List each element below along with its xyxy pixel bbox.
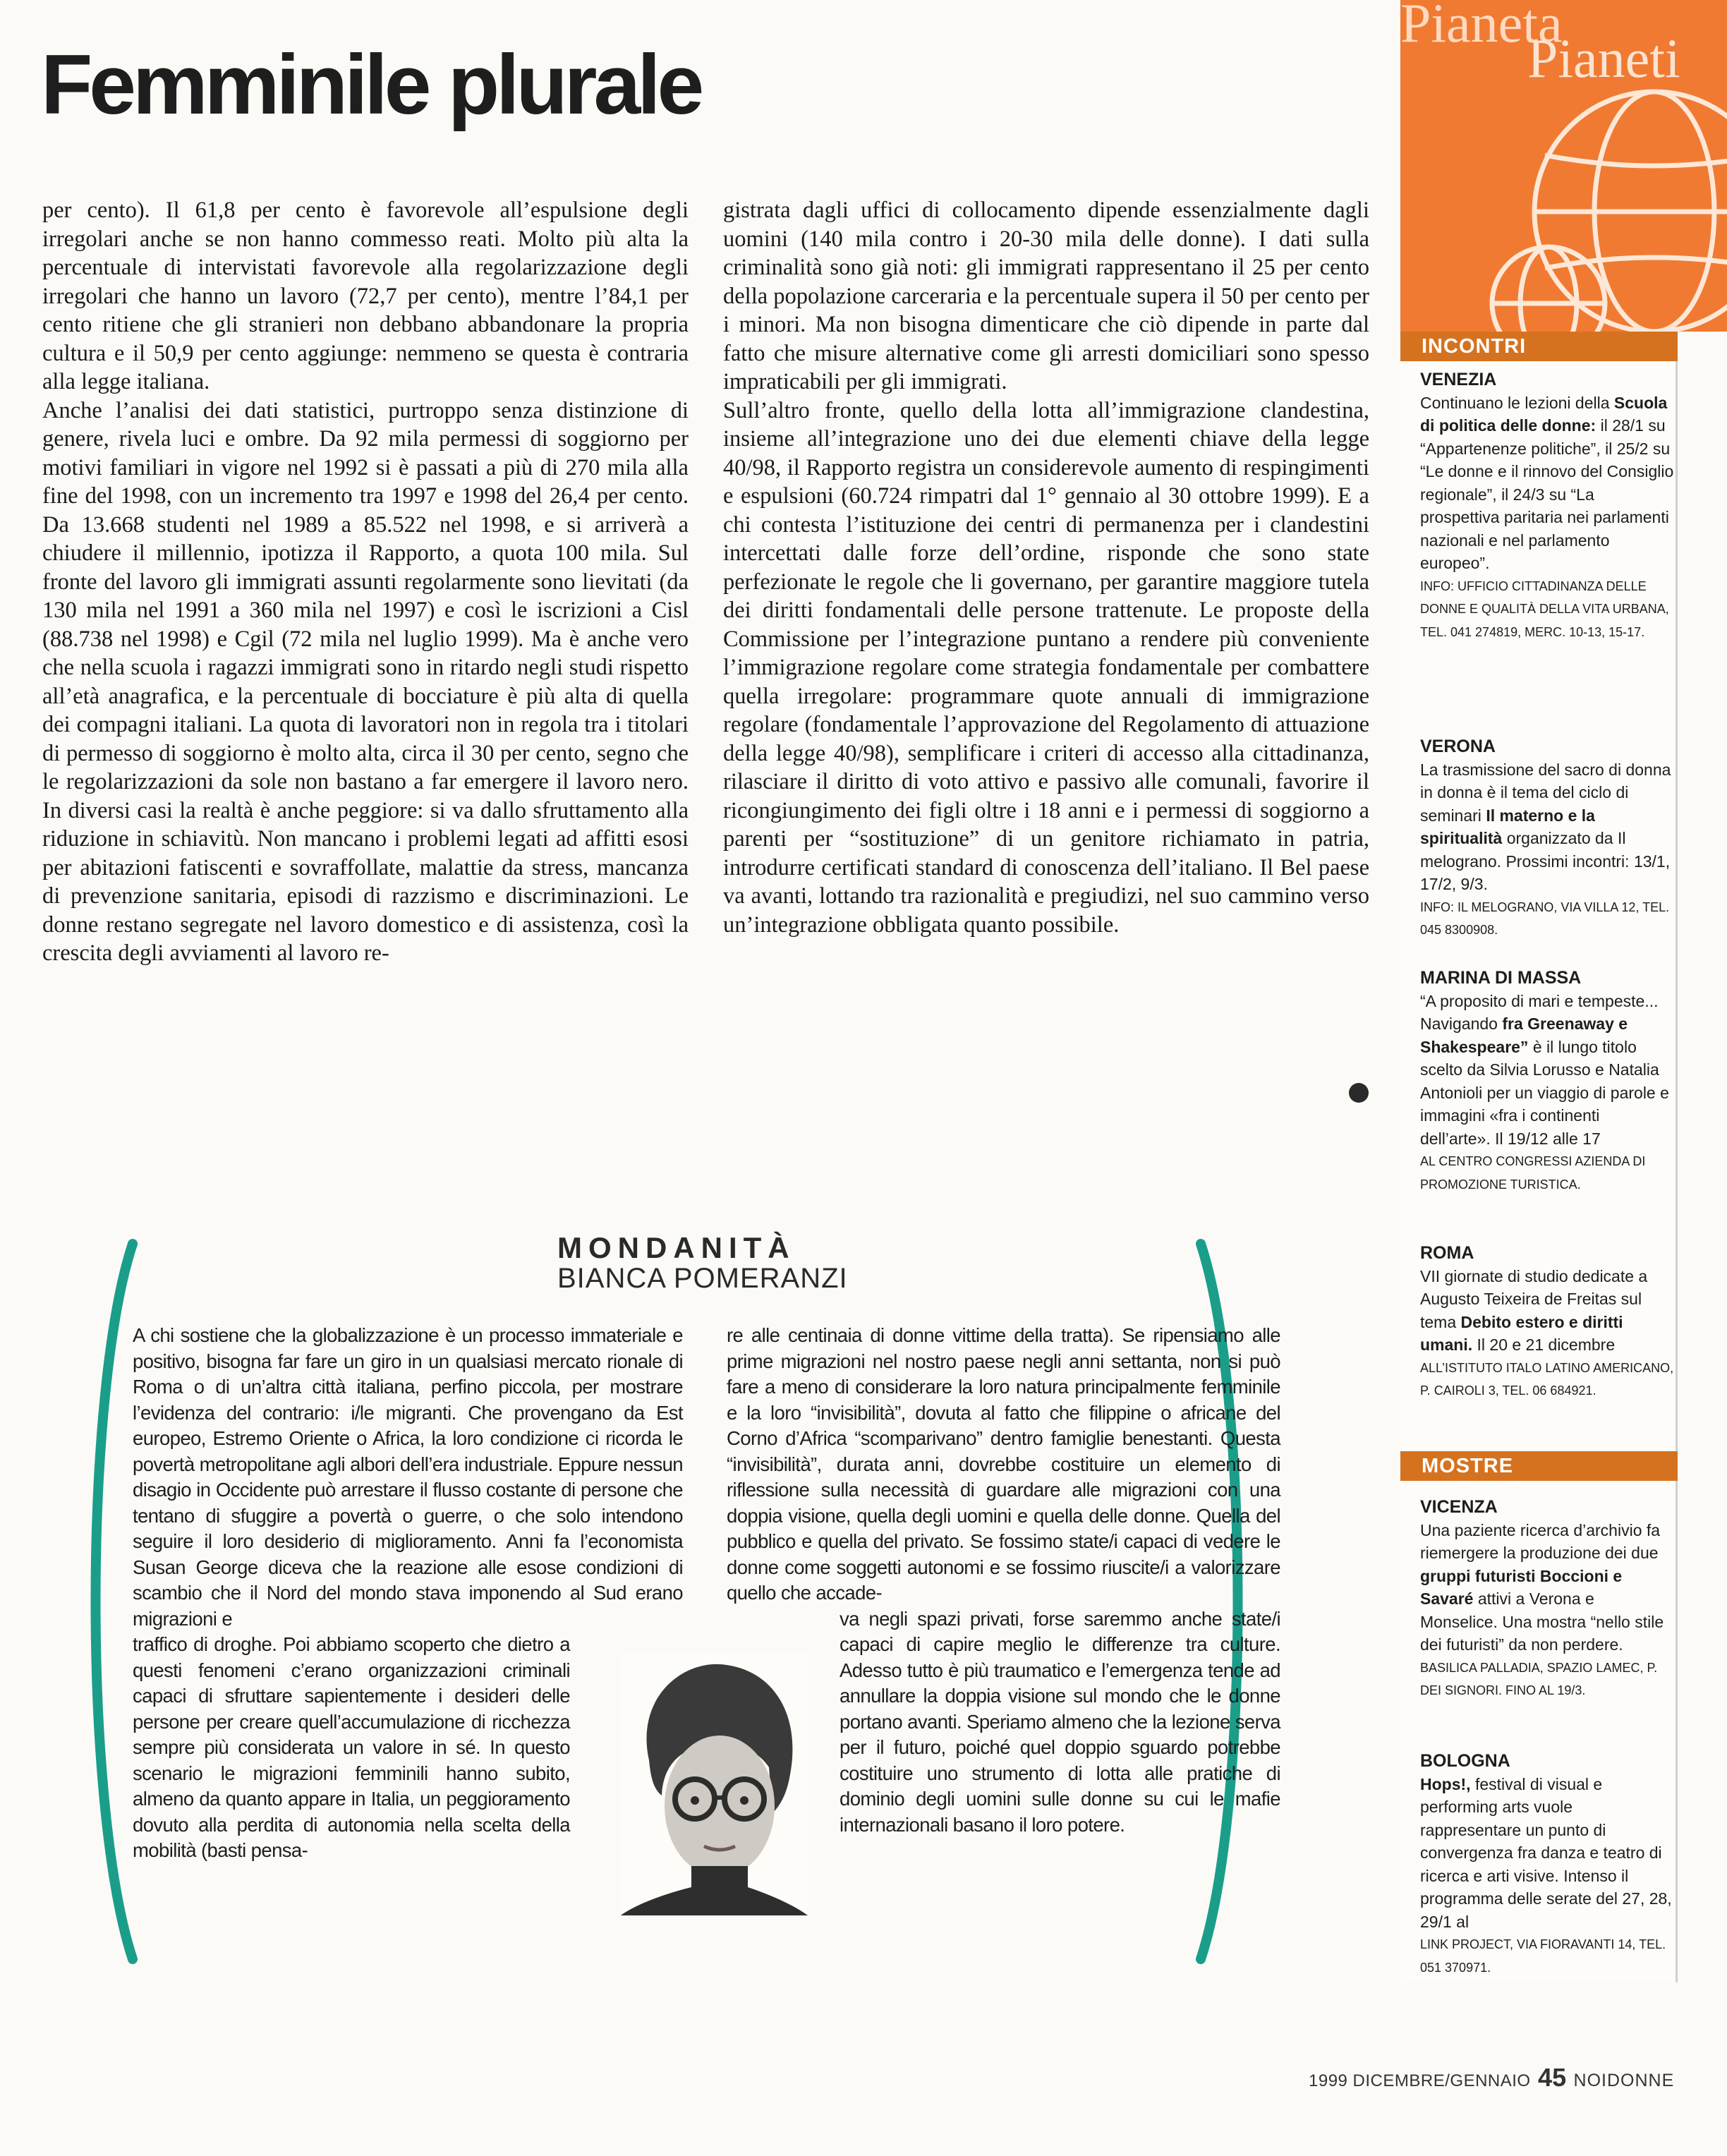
entry-city: MARINA DI MASSA: [1420, 968, 1582, 988]
page-footer: [1309, 2063, 1674, 2093]
entry-info: INFO: UFFICIO CITTADINANZA DELLE DONNE E QUALITÀ DELLA VITA URBANA, TEL. 041 274819, MERC. 10-13, 15-17.: [1420, 579, 1669, 639]
entry-text: La trasmissione del sacro di donna in donna è il tema del ciclo di seminari: [1420, 760, 1671, 825]
column-author: BIANCA POMERANZI: [557, 1263, 848, 1294]
issue-date: 1999 DICEMBRE/GENNAIO: [1309, 2071, 1531, 2090]
entry-bold-text: Debito estero e diritti umani.: [1420, 1312, 1623, 1354]
entry-text: Una paziente ricerca d’archivio fa riemergere la produzione dei due: [1420, 1520, 1661, 1562]
entry-city: VERONA: [1420, 737, 1496, 756]
column-paragraph: A chi sostiene che la globalizzazione è un processo immateriale e positivo, bisogna far fare un giro in un qualsiasi mercato rionale di Roma o di un’altra città italiana, perfino piccola, per mostrare l’evidenza del contrario: i/le migranti. Che provengano da Est europeo, Estremo Oriente o Africa, la loro condizione ci ricorda le povertà metropolitane agli albori dell’era industriale. Eppure nessun disagio in Occidente può arrestare il flusso costante di persone che tentano di sfuggire a povertà o guerre, o che solo intendono seguire il loro desiderio di miglioramento. Anni fa l’economista Susan George diceva che la reazione alle esose condizioni di scambio che il Nord del mondo stava imponendo al Sud erano migrazioni e: [133, 1324, 683, 1630]
section-label-pianeta: Pianeta: [1400, 0, 1563, 54]
events-sidebar: [1400, 332, 1678, 1982]
article-column-2: [723, 196, 1369, 939]
sidebar-header-incontri: INCONTRI: [1400, 332, 1678, 361]
magazine-name: NOIDONNE: [1573, 2071, 1675, 2090]
page-number: 45: [1538, 2063, 1567, 2092]
sidebar-entry-roma: [1420, 1242, 1674, 1403]
section-label-pianeti: Pianeti: [1527, 28, 1680, 89]
entry-city: BOLOGNA: [1420, 1751, 1510, 1771]
end-of-article-dot: [1349, 1083, 1369, 1103]
column-text-right: [727, 1323, 1280, 1838]
sidebar-entry-bologna: [1420, 1750, 1674, 1979]
entry-city: ROMA: [1420, 1243, 1474, 1263]
sidebar-entry-vicenza: [1420, 1496, 1674, 1702]
column-paragraph: traffico di droghe. Poi abbiamo scoperto che dietro a questi fenomeni c’erano organizzazioni criminali capaci di sfruttare sapientemente i desideri delle persone per creare quell’accumulazione di ricchezza sempre più considerata un valore in sé. In questo scenario le migrazioni femminili hanno subito, almeno da quanto appare in Italia, un peggioramento dovuto alla perdita di autonomia nella scelta della mobilità (basti pensa-: [133, 1633, 570, 1861]
author-portrait-photo: [621, 1654, 808, 1915]
entry-bold-text: Hops!,: [1420, 1774, 1471, 1793]
entry-info: BASILICA PALLADIA, SPAZIO LAMEC, P. DEI SIGNORI. FINO AL 19/3.: [1420, 1660, 1658, 1697]
sidebar-entry-verona: [1420, 735, 1674, 942]
article-paragraph: per cento). Il 61,8 per cento è favorevole all’espulsione degli irregolari anche se non hanno commesso reati. Molto più alta la percentuale di intervistati favorevole alla regolarizzazione degli irregolari che hanno un lavoro (72,7 per cento), mentre l’84,1 per cento ritiene che gli stranieri non debbano abbandonare la propria cultura e il 50,9 per cento aggiunge: nemmeno se questa è contraria alla legge italiana.: [42, 198, 689, 394]
entry-text: Il 20 e 21 dicembre: [1477, 1336, 1616, 1354]
entry-text: festival di visual e performing arts vuole rappresentare un punto di convergenza fra danza e teatro di ricerca e arti visive. Intenso il programma delle serate del 27, 28, 29/1 al: [1420, 1774, 1672, 1931]
sidebar-header-mostre: MOSTRE: [1400, 1451, 1678, 1481]
entry-info: AL CENTRO CONGRESSI AZIENDA DI PROMOZIONE TURISTICA.: [1420, 1154, 1646, 1192]
entry-city: VENEZIA: [1420, 370, 1497, 389]
article-title: Femminile plurale: [41, 37, 701, 132]
article-column-1: [42, 196, 689, 968]
article-paragraph: Anche l’analisi dei dati statistici, purtroppo senza distinzione di genere, rivela luci e ombre. Da 92 mila permessi di soggiorno per motivi familiari in vigore nel 1992 si è passati a più di 270 mila alla fine del 1998, con un incremento tra 1997 e 1998 del 26,4 per cento. Da 13.668 studenti nel 1989 a 85.522 nel 1998, e si arriverà a chiudere il millennio, ipotizza il Rapporto, a quota 100 mila. Sul fronte del lavoro gli immigrati assunti regolarmente sono lievitati (da 130 mila nel 1991 a 360 mila nel 1997) e così le iscrizioni a Cisl (88.738 nel 1998) e Cgil (72 mila nel luglio 1999). Ma è anche vero che nella scuola i ragazzi immigrati sono in ritardo negli studi rispetto all’età anagrafica, e la percentuale di bocciature è più alta di quella dei compagni italiani. La quota di lavoratori non in regola tra i titolari di permesso di soggiorno è molto alta, circa il 30 per cento, segno che le regolarizzazioni da sole non bastano a far emergere il lavoro nero. In diversi casi la realtà è anche peggiore: si va dallo sfruttamento alla riduzione in schiavitù. Non mancano i problemi legati ad affitti esosi per abitazioni fatiscenti e sovraffollate, malattie da stress, mancanza di prevenzione sanitaria, episodi di razzismo e discriminazioni. Le donne restano segregate nel lavoro domestico e di assistenza, così la crescita degli avviamenti al lavoro re-: [42, 397, 689, 966]
entry-bold-text: Il materno e la spiritualità: [1420, 806, 1595, 847]
entry-text: attivi a Verona e Monselice. Una mostra “nello stile dei futuristi” da non perdere.: [1420, 1589, 1664, 1654]
article-paragraph: gistrata dagli uffici di collocamento dipende essenzialmente dagli uomini (140 mila contro i 20-30 mila delle donne). I dati sulla criminalità sono già noti: gli immigrati rappresentano il 25 per cento della popolazione carceraria e la percentuale supera il 50 per cento per i minori. Ma non bisogna dimenticare che ciò dipende in parte dal fatto che misure alternative come gli arresti domiciliari sono spesso impraticabili per gli immigrati.: [723, 198, 1369, 394]
entry-bold-text: Scuola di politica delle donne:: [1420, 393, 1668, 435]
column-paragraph: re alle centinaia di donne vittime della tratta). Se ripensiamo alle prime migrazioni nel nostro paese negli anni settanta, non si può fare a meno di considerare la loro natura principalmente femminile e la loro “invisibilità”, dovuta al fatto che filippine o africane del Corno d’Africa “scomparivano” dentro famiglie benestanti. Questa “invisibilità”, durata anni, dovrebbe costituire un elemento di riflessione sulla necessità di guardare alle migrazioni con una doppia visione, quella degli uomini e quella delle donne. Quella del pubblico e quella del privato. Se fossimo state/i capaci di vedere le donne come soggetti autonomi e se fossimo riuscite/i a valorizzare quello che accade-: [727, 1324, 1280, 1604]
entry-text: è il lungo titolo scelto da Silvia Lorusso e Natalia Antonioli per un viaggio di parole e immagini «fra i continenti dell’arte». Il 19/12 alle 17: [1420, 1037, 1669, 1148]
left-parenthesis-decoration: [78, 1238, 141, 1965]
sidebar-entry-marina-di-massa: [1420, 967, 1674, 1196]
section-header-pianeta: [1400, 0, 1727, 332]
entry-info: ALL’ISTITUTO ITALO LATINO AMERICANO, P. CAIROLI 3, TEL. 06 684921.: [1420, 1360, 1674, 1398]
entry-text: “A proposito di mari e tempeste... Navigando: [1420, 991, 1659, 1033]
column-paragraph: va negli spazi privati, forse saremmo anche state/i capaci di capire meglio le differenze tra culture. Adesso tutto è più traumatico e l’emergenza tende ad annullare la doppia visione sul mondo che le donne portano avanti. Speriamo almeno che la lezione serva per il futuro, poiché quel doppio sguardo potrebbe costituire uno strumento di lotta alle pratiche di dominio degli uomini sulle donne su cui le mafie internazionali basano il loro potere.: [840, 1607, 1280, 1836]
entry-bold-text: fra Greenaway e Shakespeare”: [1420, 1015, 1628, 1056]
entry-info: INFO: IL MELOGRANO, VIA VILLA 12, TEL. 045 8300908.: [1420, 900, 1670, 937]
article-paragraph: Sull’altro fronte, quello della lotta all’immigrazione clandestina, insieme all’integrazione uno dei due elementi chiave della legge 40/98, il Rapporto registra un considerevole aumento di respingimenti e espulsioni (60.724 rimpatri dal 1° gennaio al 30 ottobre 1999). E a chi contesta l’istituzione dei centri di permanenza per i clandestini intercettati dalle forze dell’ordine, risponde che sono state perfezionate le regole che li governano, per garantire maggiore tutela dei diritti fondamentali delle persone trattenute. Le proposte della Commissione per l’integrazione puntano a rendere più conveniente l’immigrazione regolare come strategia fondamentale per combattere quella irregolare: programmare quote annuali di immigrazione regolare (fondamentale l’approvazione del Regolamento di attuazione della legge 40/98), semplificare i criteri di accesso alla cittadinanza, rilasciare il diritto di voto attivo e passivo alle comunali, favorire il ricongiungimento dei figli oltre i 18 anni e i permessi di soggiorno a parenti per “sostituzione” di un genitore richiamato in patria, introdurre certificati standard di conoscenza dell’italiano. Il Bel paese va avanti, lottando tra razionalità e pregiudizi, nel suo cammino verso un’integrazione obbligata quanto possibile.: [723, 397, 1369, 938]
entry-bold-text: gruppi futuristi Boccioni e Savaré: [1420, 1566, 1623, 1608]
entry-city: VICENZA: [1420, 1497, 1498, 1517]
entry-info: LINK PROJECT, VIA FIORAVANTI 14, TEL. 051 370971.: [1420, 1937, 1666, 1975]
sidebar-entry-venezia: [1420, 368, 1674, 643]
entry-text: Continuano le lezioni della: [1420, 393, 1610, 412]
column-heading: MONDANITÀ: [557, 1231, 796, 1264]
entry-text: VII giornate di studio dedicate a Augusto Teixeira de Freitas sul tema: [1420, 1266, 1648, 1331]
entry-text: organizzato da Il melograno. Prossimi incontri: 13/1, 17/2, 9/3.: [1420, 829, 1671, 893]
entry-text: il 28/1 su “Appartenenze politiche”, il 25/2 su “Le donne e il rinnovo del Consiglio regionale”, il 24/3 su “La prospettiva paritaria nei parlamenti nazionali e nel parlamento europeo”.: [1420, 416, 1674, 572]
column-text-left: [133, 1323, 683, 1864]
